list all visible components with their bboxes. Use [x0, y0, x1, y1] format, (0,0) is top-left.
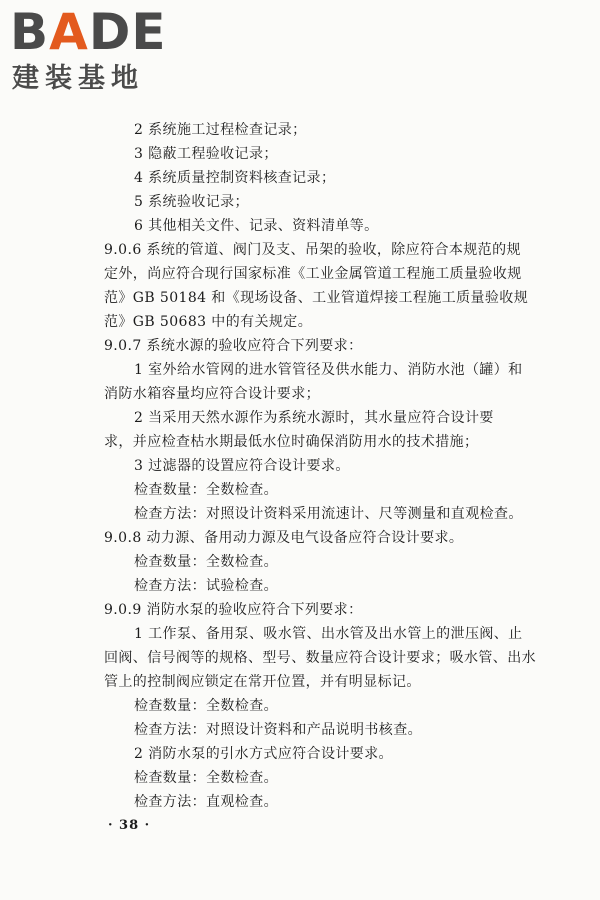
- logo-letter-b: B: [10, 3, 50, 61]
- text-line: 定外，尚应符合现行国家标准《工业金属管道工程施工质量验收规: [104, 266, 522, 282]
- text-line: 3 隐蔽工程验收记录；: [134, 146, 278, 162]
- text-line: 1 工作泵、备用泵、吸水管、出水管及出水管上的泄压阀、止: [134, 626, 523, 642]
- text-line: 9.0.7 系统水源的验收应符合下列要求：: [104, 338, 363, 354]
- text-line: 9.0.9 消防水泵的验收应符合下列要求：: [104, 602, 363, 618]
- text-line: 检查数量：全数检查。: [134, 482, 278, 498]
- text-line: 3 过滤器的设置应符合设计要求。: [134, 458, 350, 474]
- text-line: 9.0.6 系统的管道、阀门及支、吊架的验收，除应符合本规范的规: [104, 242, 521, 258]
- document-body: [104, 118, 536, 814]
- text-line: 检查数量：全数检查。: [134, 698, 278, 714]
- text-line: 检查方法：对照设计资料采用流速计、尺等测量和直观检查。: [134, 506, 523, 522]
- text-line: 检查数量：全数检查。: [134, 770, 278, 786]
- logo-wordmark: [10, 3, 167, 61]
- text-line: 2 消防水泵的引水方式应符合设计要求。: [134, 746, 393, 762]
- text-line: 2 当采用天然水源作为系统水源时，其水量应符合设计要: [134, 410, 494, 426]
- text-line: 5 系统验收记录；: [134, 194, 249, 210]
- text-line: 检查方法：试验检查。: [134, 578, 278, 594]
- page-number: · 38 ·: [108, 818, 151, 833]
- text-line: 检查方法：直观检查。: [134, 794, 278, 810]
- text-line: 2 系统施工过程检查记录；: [134, 122, 307, 138]
- logo-letter-a: A: [49, 3, 89, 61]
- text-line: 消防水箱容量均应符合设计要求；: [104, 386, 320, 402]
- text-line: 回阀、信号阀等的规格、型号、数量应符合设计要求；吸水管、出水: [104, 650, 536, 666]
- text-line: 范》GB 50184 和《现场设备、工业管道焊接工程施工质量验收规: [104, 290, 529, 306]
- text-line: 检查数量：全数检查。: [134, 554, 278, 570]
- text-line: 求，并应检查枯水期最低水位时确保消防用水的技术措施；: [104, 434, 479, 450]
- text-line: 1 室外给水管网的进水管管径及供水能力、消防水池（罐）和: [134, 362, 523, 378]
- logo-letters-de: DE: [88, 3, 167, 61]
- text-line: 管上的控制阀应锁定在常开位置，并有明显标记。: [104, 674, 421, 690]
- text-line: 4 系统质量控制资料核查记录；: [134, 170, 336, 186]
- logo-subtitle: 建装基地: [12, 63, 144, 94]
- text-line: 范》GB 50683 中的有关规定。: [104, 314, 313, 330]
- text-line: 6 其他相关文件、记录、资料清单等。: [134, 218, 379, 234]
- bade-logo: [10, 3, 180, 96]
- text-line: 9.0.8 动力源、备用动力源及电气设备应符合设计要求。: [104, 530, 464, 546]
- text-line: 检查方法：对照设计资料和产品说明书核查。: [134, 722, 422, 738]
